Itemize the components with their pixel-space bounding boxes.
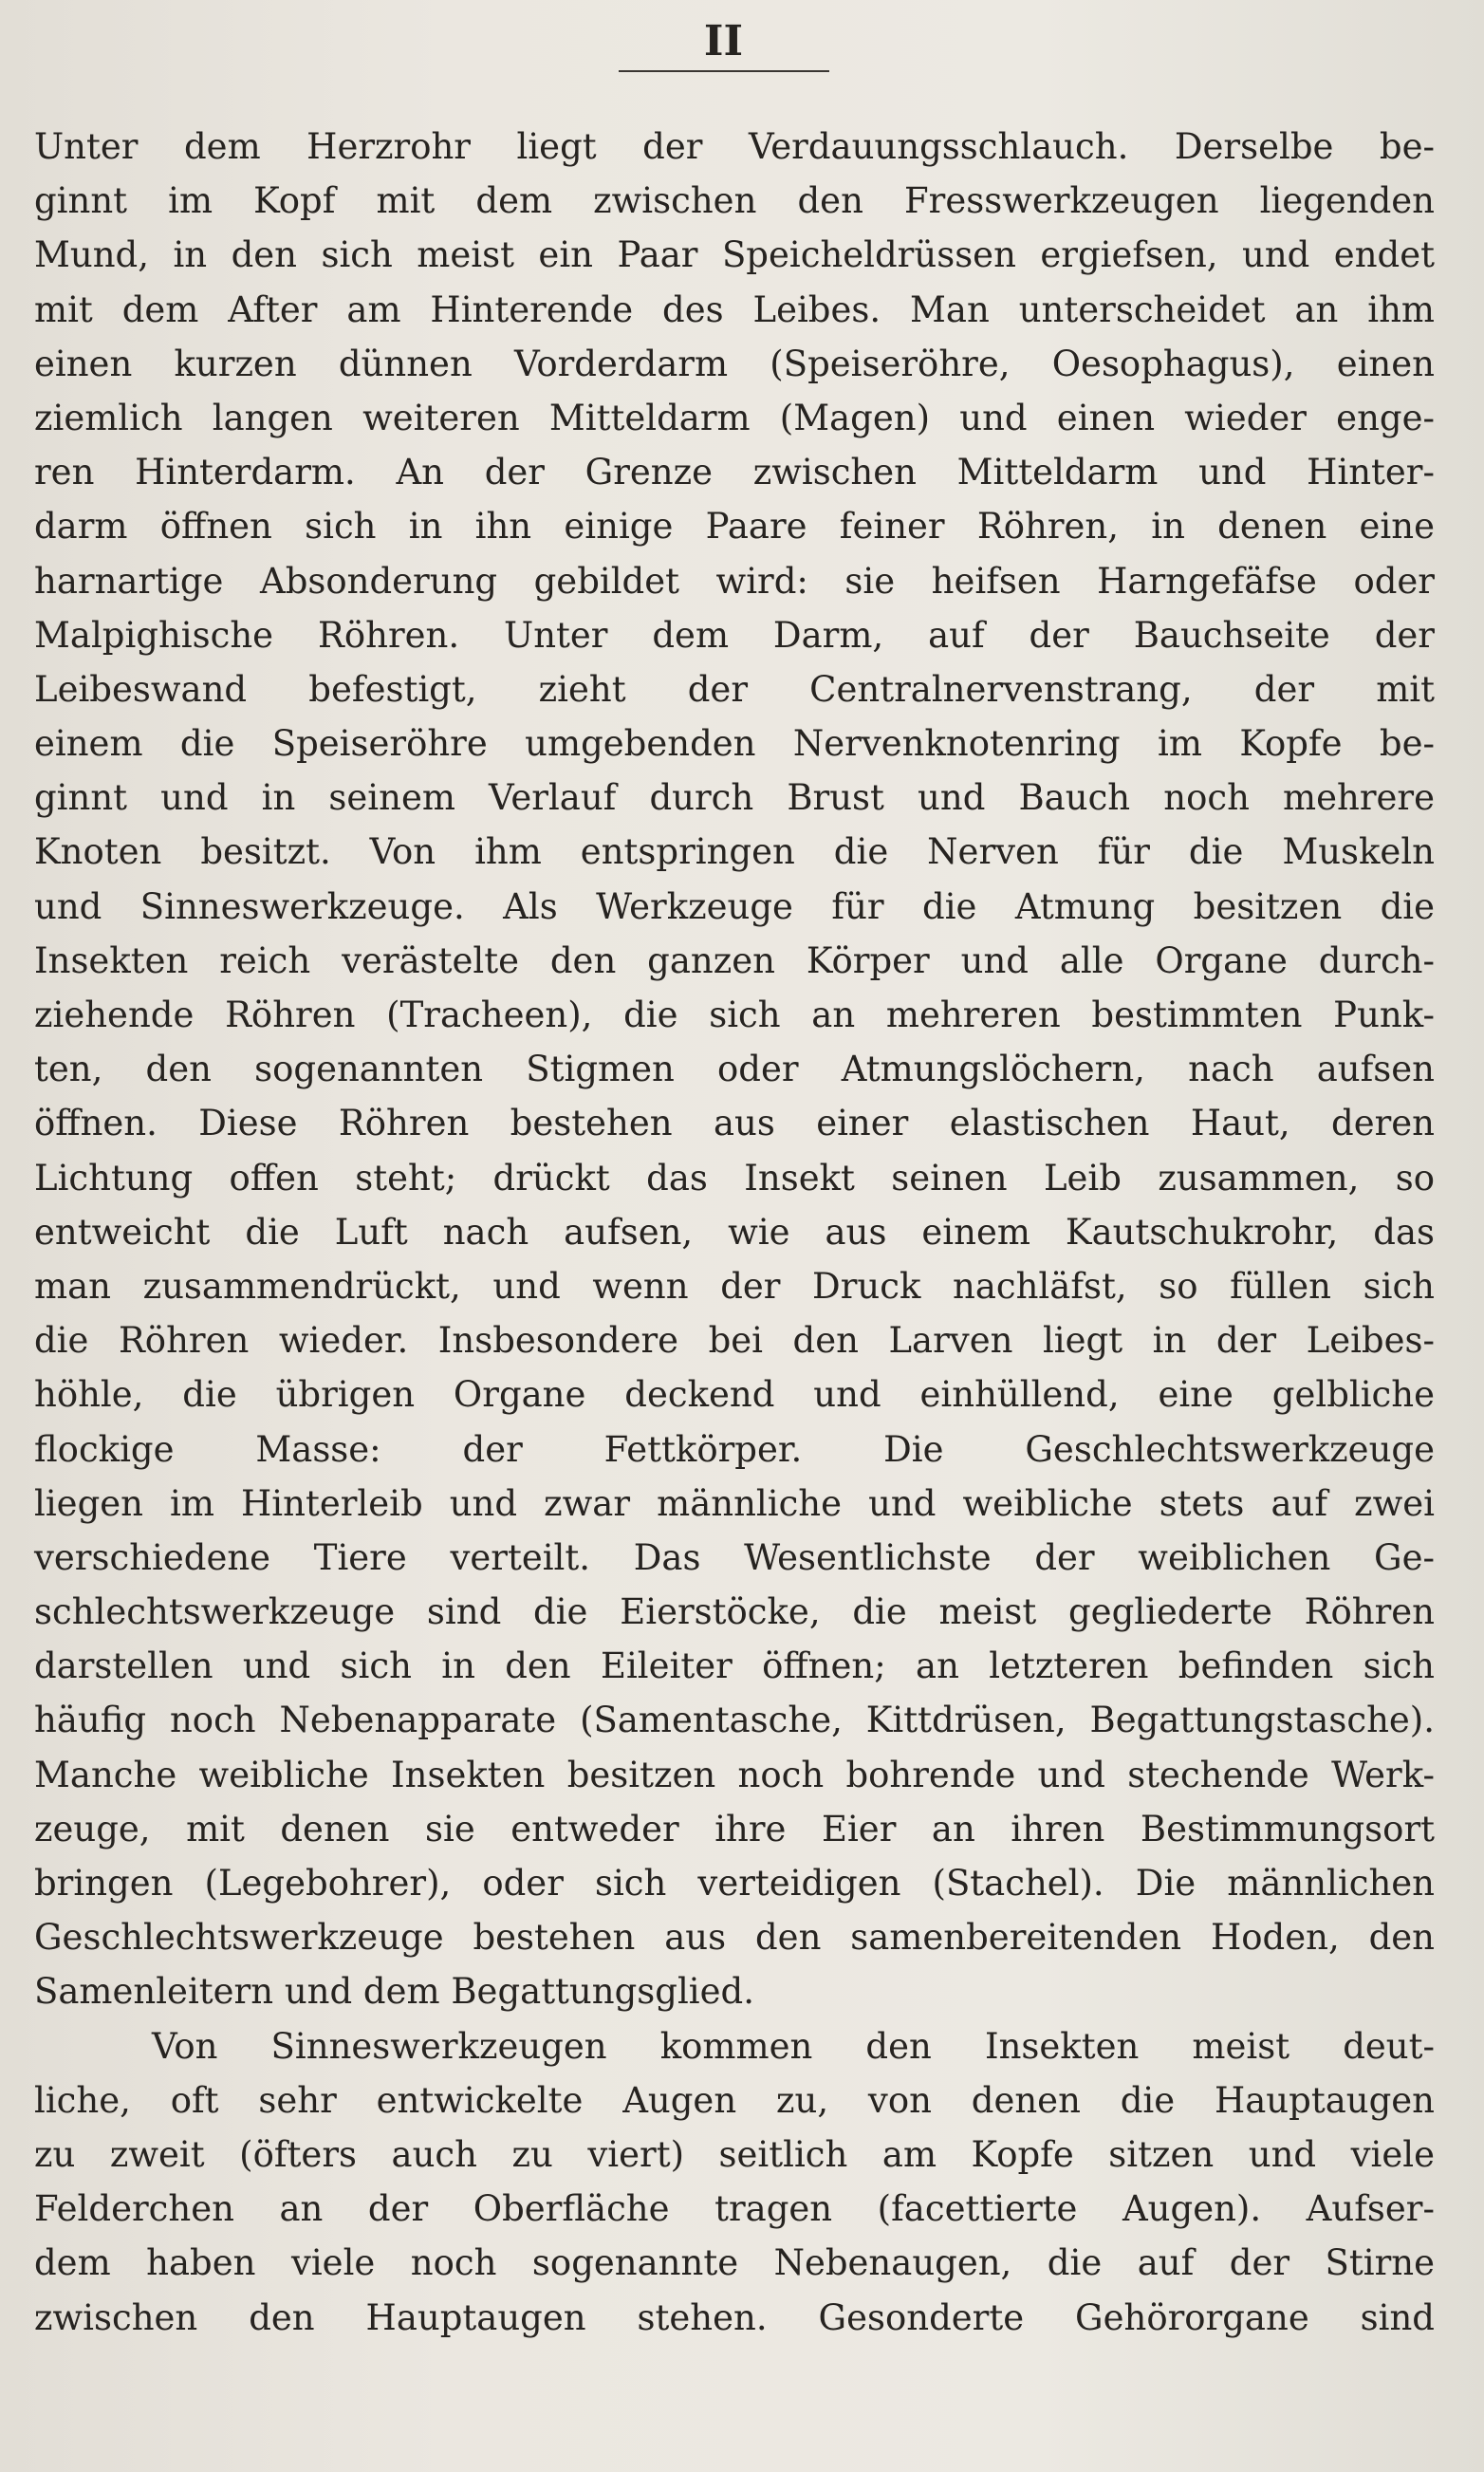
text-line: darm öffnen sich in ihn einige Paare feiner Röhren, in denen eine: [34, 506, 1435, 548]
text-line: zwischen den Hauptaugen stehen. Gesonderte Gehörorgane sind: [34, 2296, 1435, 2338]
text-line: Manche weibliche Insekten besitzen noch bohrende und stechende Werk-: [34, 1754, 1435, 1795]
text-line: häufig noch Nebenapparate (Samentasche, Kittdrüsen, Begattungstasche).: [34, 1700, 1435, 1741]
header-rule: [619, 70, 829, 72]
text-line: Mund, in den sich meist ein Paar Speicheldrüssen ergiefsen, und endet: [34, 234, 1435, 276]
text-line: zu zweit (öfters auch zu viert) seitlich am Kopfe sitzen und viele: [34, 2133, 1435, 2175]
text-line: und Sinneswerkzeuge. Als Werkzeuge für die Atmung besitzen die: [34, 885, 1435, 927]
text-line: einen kurzen dünnen Vorderdarm (Speiseröhre, Oesophagus), einen: [34, 343, 1435, 384]
text-line: Lichtung offen steht; drückt das Insekt seinen Leib zusammen, so: [34, 1157, 1435, 1199]
text-line: die Röhren wieder. Insbesondere bei den Larven liegt in der Leibes-: [34, 1320, 1435, 1362]
text-line: Geschlechtswerkzeuge bestehen aus den samenbereitenden Hoden, den: [34, 1917, 1435, 1959]
text-line: verschiedene Tiere verteilt. Das Wesentlichste der weiblichen Ge-: [34, 1536, 1435, 1578]
page-number: II: [703, 17, 744, 65]
text-line: höhle, die übrigen Organe deckend und einhüllend, eine gelbliche: [34, 1374, 1435, 1416]
text-line: bringen (Legebohrer), oder sich verteidigen (Stachel). Die männlichen: [34, 1863, 1435, 1904]
text-line: Insekten reich verästelte den ganzen Körper und alle Organe durch-: [34, 939, 1435, 981]
text-line: zeuge, mit denen sie entweder ihre Eier an ihren Bestimmungsort: [34, 1808, 1435, 1849]
body-text: [34, 120, 1435, 2345]
text-line: Knoten besitzt. Von ihm entspringen die Nerven für die Muskeln: [34, 831, 1435, 873]
text-line: Malpighische Röhren. Unter dem Darm, auf der Bauchseite der: [34, 614, 1435, 656]
text-line: liche, oft sehr entwickelte Augen zu, von denen die Hauptaugen: [34, 2079, 1435, 2121]
text-line: Leibeswand befestigt, zieht der Centralnervenstrang, der mit: [34, 668, 1435, 710]
text-line: ziehende Röhren (Tracheen), die sich an mehreren bestimmten Punk-: [34, 994, 1435, 1035]
text-line: Unter dem Herzrohr liegt der Verdauungsschlauch. Derselbe be-: [34, 126, 1435, 167]
text-line: ziemlich langen weiteren Mitteldarm (Magen) und einen wieder enge-: [34, 397, 1435, 438]
text-line: ginnt im Kopf mit dem zwischen den Fresswerkzeugen liegenden: [34, 180, 1435, 222]
text-line: einem die Speiseröhre umgebenden Nervenknotenring im Kopfe be-: [34, 723, 1435, 765]
text-line: Von Sinneswerkzeugen kommen den Insekten meist deut-: [152, 2025, 1435, 2067]
text-line: flockige Masse: der Fettkörper. Die Geschlechtswerkzeuge: [34, 1428, 1435, 1470]
text-line: schlechtswerkzeuge sind die Eierstöcke, die meist gegliederte Röhren: [34, 1591, 1435, 1633]
text-line: dem haben viele noch sogenannte Nebenaugen, die auf der Stirne: [34, 2242, 1435, 2284]
text-line: ginnt und in seinem Verlauf durch Brust und Bauch noch mehrere: [34, 777, 1435, 819]
text-line: liegen im Hinterleib und zwar männliche und weibliche stets auf zwei: [34, 1482, 1435, 1524]
text-line: man zusammendrückt, und wenn der Druck nachläfst, so füllen sich: [34, 1265, 1435, 1307]
text-line: öffnen. Diese Röhren bestehen aus einer elastischen Haut, deren: [34, 1103, 1435, 1144]
text-line: Samenleitern und dem Begattungsglied.: [34, 1971, 754, 2013]
text-line: ten, den sogenannten Stigmen oder Atmungslöchern, nach aufsen: [34, 1049, 1435, 1090]
text-line: harnartige Absonderung gebildet wird: sie heifsen Harngefäfse oder: [34, 560, 1435, 602]
text-line: ren Hinterdarm. An der Grenze zwischen Mitteldarm und Hinter-: [34, 452, 1435, 493]
text-line: Felderchen an der Oberfläche tragen (facettierte Augen). Aufser-: [34, 2188, 1435, 2230]
text-line: mit dem After am Hinterende des Leibes. Man unterscheidet an ihm: [34, 288, 1435, 330]
text-line: darstellen und sich in den Eileiter öffnen; an letzteren befinden sich: [34, 1645, 1435, 1687]
text-line: entweicht die Luft nach aufsen, wie aus einem Kautschukrohr, das: [34, 1211, 1435, 1253]
